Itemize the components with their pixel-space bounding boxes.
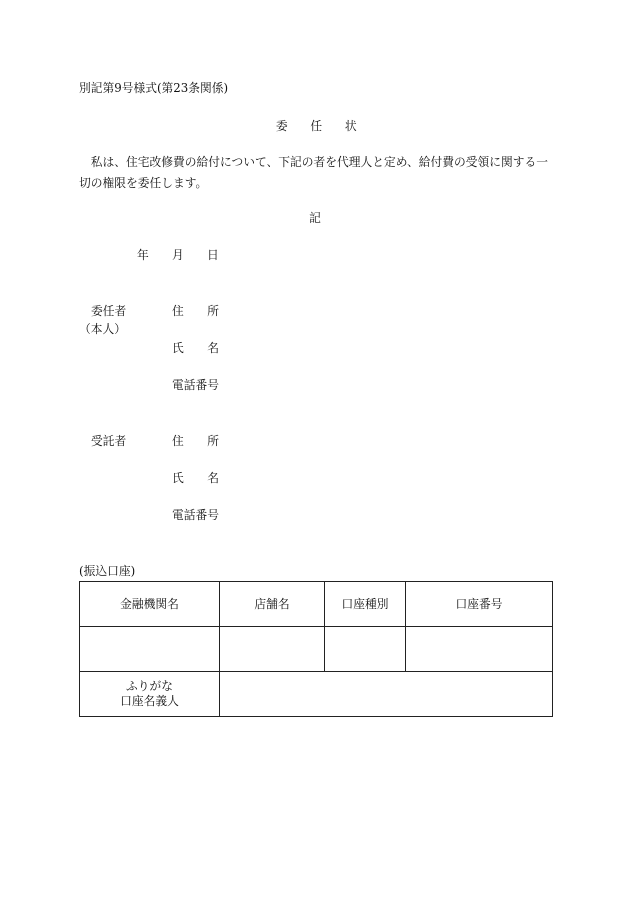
ki-heading: 記 (309, 211, 321, 225)
bank-value-row (80, 627, 553, 672)
document-title: 委 任 状 (275, 119, 363, 133)
agent-name-label: 氏 名 (172, 471, 219, 485)
bank-caption: (振込口座) (79, 564, 136, 578)
principal-address-label: 住 所 (172, 304, 219, 318)
form-number: 別記第9号様式(第23条関係) (79, 81, 229, 95)
bank-institution-cell (80, 627, 220, 672)
bank-header-account-number: 口座番号 (406, 582, 553, 627)
holder-name-label: 口座名義人 (120, 694, 179, 708)
date-day-label: 日 (207, 248, 219, 262)
bank-holder-row (80, 672, 553, 717)
paragraph-line-1: 私は、住宅改修費の給付について、下記の者を代理人と定め、給付費の受領に関する一 (79, 155, 549, 169)
bank-account-number-cell (406, 627, 553, 672)
agent-label: 受託者 (91, 434, 127, 448)
bank-header-branch: 店舗名 (220, 582, 325, 627)
date-year-label: 年 (137, 248, 149, 262)
bank-account-type-cell (325, 627, 406, 672)
bank-header-account-type: 口座種別 (325, 582, 406, 627)
paragraph-line-2: 切の権限を委任します。 (79, 176, 208, 190)
agent-phone-label: 電話番号 (172, 508, 219, 522)
bank-holder-label-cell (80, 672, 220, 717)
bank-header-institution: 金融機関名 (80, 582, 220, 627)
principal-phone-label: 電話番号 (172, 378, 219, 392)
principal-sublabel: （本人） (79, 322, 126, 336)
agent-address-label: 住 所 (172, 434, 219, 448)
bank-branch-cell (220, 627, 325, 672)
principal-name-label: 氏 名 (172, 341, 219, 355)
holder-kana-label: ふりがな (126, 679, 173, 693)
bank-header-row (80, 582, 553, 627)
bank-account-table (79, 581, 553, 717)
principal-label: 委任者 (91, 304, 127, 318)
bank-holder-value-cell (220, 672, 553, 717)
date-month-label: 月 (172, 248, 184, 262)
